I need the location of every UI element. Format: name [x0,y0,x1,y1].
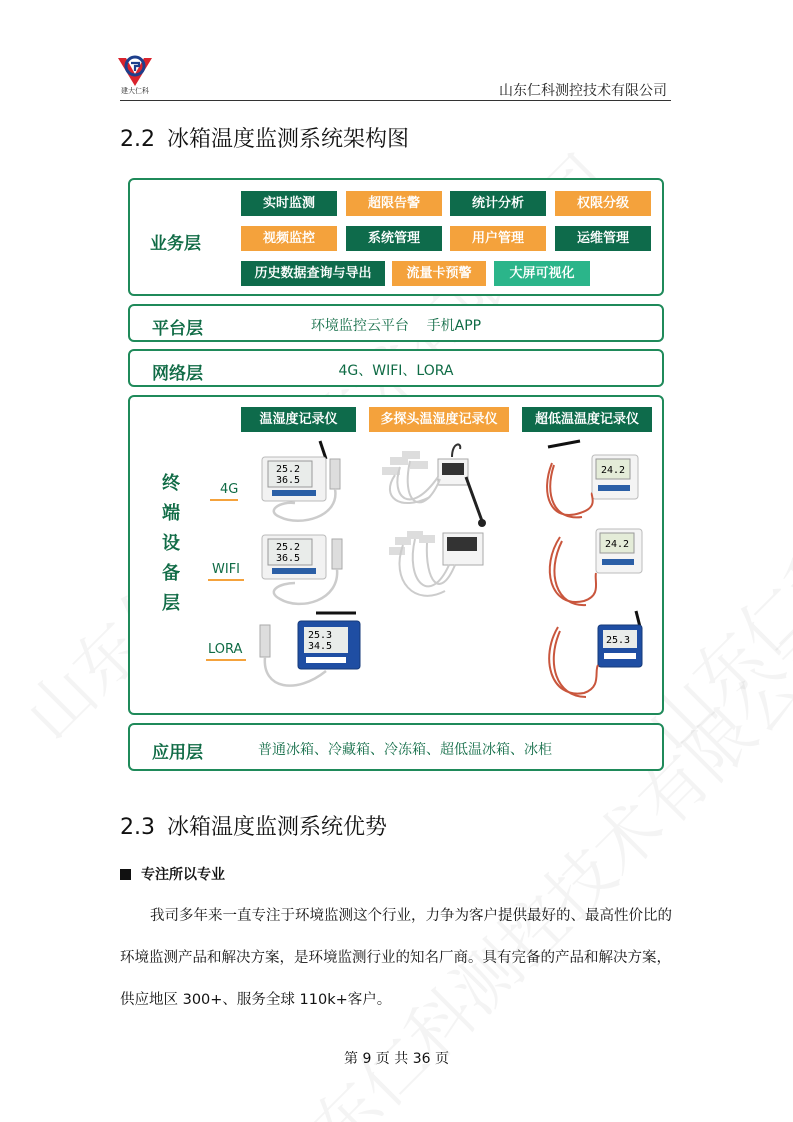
tag-system-mgmt: 系统管理 [346,226,442,251]
layer-content: 4G、WIFI、LORA [338,363,454,379]
section-heading-2-3 [120,810,387,841]
th-recorder-wifi-image [260,521,360,617]
business-layer [128,178,664,296]
network-underline [210,499,238,501]
layer-title: 应用层 [152,743,203,763]
tag-big-screen: 大屏可视化 [494,261,590,286]
network-label-wifi: WIFI [212,562,240,577]
network-label-lora: LORA [208,642,243,657]
tag-video: 视频监控 [241,226,337,251]
th-hum-reading: 36.5 [276,475,301,486]
terminal-layer [128,395,664,715]
tag-ops-mgmt: 运维管理 [555,226,651,251]
tag-sim-alert: 流量卡预警 [392,261,486,286]
logo-text: 建大仁科 [121,87,149,95]
tag-permission: 权限分级 [555,191,651,216]
lora-hum-reading: 34.5 [308,641,333,652]
ultralow-lora-reading: 25.3 [606,635,631,646]
network-layer [128,349,664,387]
ultralow-recorder-wifi-image [540,517,650,617]
th-recorder-4g-image [260,437,360,533]
network-label-4g: 4G [220,482,239,497]
network-underline [206,659,246,661]
section-title: 冰箱温度监测系统优势 [167,815,388,840]
tag-over-alarm: 超限告警 [346,191,442,216]
ultralow-temp-reading: 24.2 [601,465,626,476]
multiprobe-recorder-4g-image [370,437,500,533]
layer-title: 业务层 [150,234,201,254]
layer-content: 环境监控云平台 手机APP [310,318,482,334]
network-underline [208,579,244,581]
subsection-title: 专注所以专业 [141,867,225,883]
device-type-multiprobe: 多探头温湿度记录仪 [369,407,509,432]
section-title: 冰箱温度监测系统架构图 [167,127,410,152]
section-number: 2.3 [120,815,155,840]
th-temp-reading: 25.2 [276,464,301,475]
body-paragraph: 我司多年来一直专注于环境监测这个行业，力争为客户提供最好的、最高性价比的环境监测产品和解决方案，是环境监测行业的知名厂商。具有完备的产品和解决方案，供应地区 300+、服务全球 110k+客户。 [120,908,672,1008]
layer-title: 平台层 [152,319,203,339]
device-type-th: 温湿度记录仪 [241,407,356,432]
layer-title: 网络层 [152,364,203,384]
tag-user-mgmt: 用户管理 [450,226,546,251]
platform-layer [128,304,664,342]
tag-realtime: 实时监测 [241,191,337,216]
page-footer: 第 9 页 共 36 页 [344,1051,449,1067]
tag-history: 历史数据查询与导出 [241,261,385,286]
layer-title: 终端设备层 [162,473,180,614]
ultralow-recorder-lora-image [540,607,650,707]
application-layer [128,723,664,771]
square-bullet-icon [120,869,131,880]
lora-temp-reading: 25.3 [308,630,333,641]
section-number: 2.2 [120,127,155,152]
th-hum-reading: 36.5 [276,553,301,564]
header-divider [120,100,671,101]
th-temp-reading: 25.2 [276,542,301,553]
multiprobe-recorder-wifi-image [385,521,495,617]
layer-content: 普通冰箱、冷藏箱、冷冻箱、超低温冰箱、冰柜 [258,742,552,758]
device-type-ultralow: 超低温温度记录仪 [522,407,652,432]
ultralow-temp-reading: 24.2 [605,539,630,550]
company-name: 山东仁科测控技术有限公司 [499,83,667,99]
tag-statistics: 统计分析 [450,191,546,216]
th-recorder-lora-image [256,609,366,709]
subsection-heading [120,864,225,884]
section-heading-2-2 [120,122,409,153]
architecture-diagram [128,178,664,772]
